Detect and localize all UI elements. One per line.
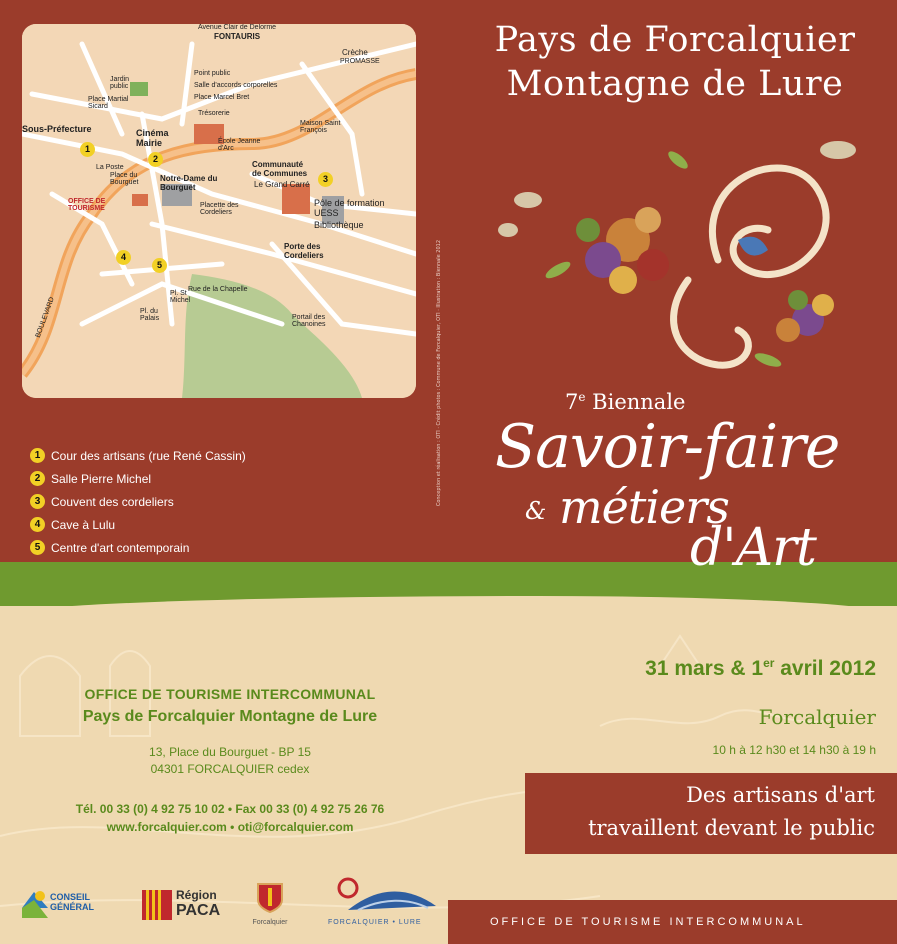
map-marker-1[interactable]: 1 bbox=[80, 142, 95, 157]
map-label-boulevard: BOULEVARD bbox=[34, 296, 56, 339]
spine-credits bbox=[436, 240, 446, 580]
crest-label: Forcalquier bbox=[252, 919, 288, 926]
conseil-text: CONSEIL GÉNÉRAL bbox=[50, 892, 95, 912]
crest-icon bbox=[255, 880, 285, 914]
map-label-place-martial: Place Martial Sicard bbox=[88, 96, 129, 110]
map-label-bibliotheque: Bibliothèque bbox=[314, 220, 364, 230]
map-label-promasse: PROMASSE bbox=[340, 58, 380, 65]
legend-label: Centre d'art contemporain bbox=[51, 540, 190, 555]
conseil-emblem-icon bbox=[20, 888, 50, 922]
forcalquier-crest-logo bbox=[245, 880, 295, 930]
map-marker-3[interactable]: 3 bbox=[318, 172, 333, 187]
event-title-line-3: d'Art bbox=[690, 518, 816, 578]
map-marker-2[interactable]: 2 bbox=[148, 152, 163, 167]
map-label-cinema: Cinéma bbox=[136, 128, 169, 138]
event-dates bbox=[500, 656, 876, 681]
map-label-placette: Placette des Cordeliers bbox=[200, 202, 239, 216]
region-text-1: Région bbox=[176, 888, 217, 902]
legend-label: Couvent des cordeliers bbox=[51, 494, 174, 509]
office-area: Pays de Forcalquier Montagne de Lure bbox=[82, 708, 378, 725]
map-label-creche: Crèche bbox=[342, 48, 368, 57]
map-label-salle: Salle d'accords corporelles bbox=[194, 82, 278, 89]
map-marker-5[interactable]: 5 bbox=[152, 258, 167, 273]
legend-item bbox=[30, 467, 246, 490]
region-paca-logo bbox=[142, 888, 232, 924]
title-line-2: Montagne de Lure bbox=[506, 64, 844, 104]
legend-item bbox=[30, 444, 246, 467]
address-line-1: 13, Place du Bourguet - BP 15 bbox=[149, 745, 311, 759]
address bbox=[30, 744, 430, 778]
map-label-chapelle: Rue de la Chapelle bbox=[188, 286, 248, 293]
edition-suffix: e bbox=[578, 390, 586, 404]
dates-rest: avril 2012 bbox=[774, 657, 876, 680]
map-label-palais: Pl. du Palais bbox=[140, 308, 160, 322]
phone-line: Tél. 00 33 (0) 4 92 75 10 02 • Fax 00 33 (0) 4 92 75 26 76 bbox=[75, 802, 385, 816]
phone-web bbox=[30, 800, 430, 836]
legend-item bbox=[30, 490, 246, 513]
map-label-grand-carre: Le Grand Carré bbox=[254, 180, 310, 189]
map-label-jardin: Jardin public bbox=[110, 76, 130, 90]
contact-block bbox=[30, 686, 430, 836]
map-label-fontauris: FONTAURIS bbox=[214, 32, 261, 41]
legend-number: 2 bbox=[30, 471, 45, 486]
map-marker-4[interactable]: 4 bbox=[116, 250, 131, 265]
town-map[interactable] bbox=[22, 24, 416, 398]
map-label-place-marcel: Place Marcel Bret bbox=[194, 94, 250, 101]
legend-label: Salle Pierre Michel bbox=[51, 471, 152, 486]
legend-number: 1 bbox=[30, 448, 45, 463]
office-name: OFFICE DE TOURISME INTERCOMMUNAL bbox=[84, 686, 376, 702]
event-title-metiers: métiers bbox=[559, 480, 729, 534]
tagline-line-1: Des artisans d'art bbox=[686, 783, 875, 807]
tagline-line-2: travaillent devant le public bbox=[588, 816, 875, 840]
region-text-2: PACA bbox=[176, 902, 221, 919]
legend-number: 3 bbox=[30, 494, 45, 509]
map-label-point-public: Point public bbox=[194, 70, 231, 77]
floral-illustration bbox=[488, 120, 878, 380]
map-label-notre-dame: Notre-Dame du Bourguet bbox=[160, 174, 218, 192]
footer-bar: OFFICE DE TOURISME INTERCOMMUNAL bbox=[448, 900, 897, 944]
conseil-general-logo bbox=[20, 888, 112, 924]
map-label-porte: Porte des Cordeliers bbox=[284, 242, 324, 260]
map-label-sous-prefecture: Sous-Préfecture bbox=[22, 124, 92, 134]
legend-number: 5 bbox=[30, 540, 45, 555]
edition-label bbox=[565, 390, 685, 414]
map-label-pole: Pôle de formation UESS bbox=[314, 198, 385, 218]
map-label-avenue: Avenue Clair de Delorme bbox=[198, 24, 277, 31]
legend-item bbox=[30, 536, 246, 559]
legend-label: Cour des artisans (rue René Cassin) bbox=[51, 448, 246, 463]
lure-label: FORCALQUIER • LURE bbox=[328, 919, 422, 926]
map-label-ecole: École Jeanne d'Arc bbox=[218, 138, 261, 152]
map-legend bbox=[30, 444, 246, 559]
edition-number: 7 bbox=[565, 390, 579, 414]
tagline-box bbox=[525, 773, 897, 854]
map-label-office: OFFICE DE TOURISME bbox=[68, 198, 106, 212]
map-label-communaute: Communauté de Communes bbox=[252, 160, 308, 178]
map-label-portail: Portail des Chanoines bbox=[292, 314, 326, 328]
ampersand: & bbox=[525, 497, 546, 525]
map-label-st-michel: Pl. St Michel bbox=[170, 290, 191, 304]
credits-text: Conception et réalisation : OTI · Crédit photos : Commune de Forcalquier, OTI · Illustration : Biennale 2012 bbox=[436, 240, 442, 507]
legend-label: Cave à Lulu bbox=[51, 517, 116, 532]
map-label-tresorerie: Trésorerie bbox=[198, 110, 230, 117]
address-line-2: 04301 FORCALQUIER cedex bbox=[150, 762, 310, 776]
dates-sup: er bbox=[763, 656, 775, 670]
biennale-label: Biennale bbox=[592, 390, 686, 414]
map-label-mairie: Mairie bbox=[136, 138, 163, 148]
event-hours: 10 h à 12 h30 et 14 h30 à 19 h bbox=[712, 743, 876, 757]
lure-mountain-icon bbox=[328, 876, 438, 916]
dates-main: 31 mars & 1 bbox=[645, 657, 764, 680]
map-label-place-bourguet: Place du Bourguet bbox=[110, 172, 139, 186]
event-city: Forcalquier bbox=[758, 705, 876, 729]
map-label-maison: Maison Saint François bbox=[300, 120, 341, 134]
map-label-la-poste: La Poste bbox=[96, 164, 124, 171]
forcalquier-lure-logo bbox=[328, 876, 438, 932]
legend-item bbox=[30, 513, 246, 536]
event-title-line-1: Savoir-faire bbox=[495, 412, 840, 482]
region-shield-icon bbox=[142, 890, 172, 920]
web-link[interactable]: www.forcalquier.com • oti@forcalquier.com bbox=[106, 820, 354, 834]
legend-number: 4 bbox=[30, 517, 45, 532]
page-title bbox=[470, 18, 880, 106]
title-line-1: Pays de Forcalquier bbox=[494, 20, 856, 60]
